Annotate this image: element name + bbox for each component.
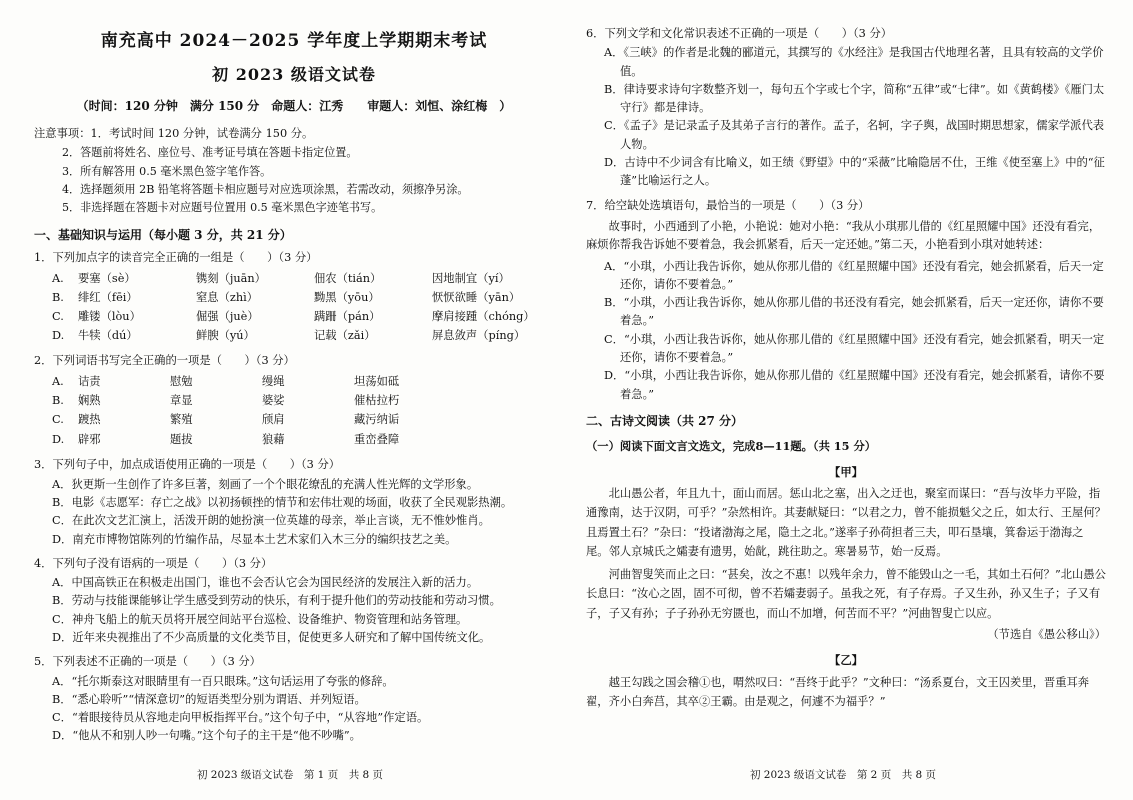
option-cell: 颀肩 — [262, 413, 285, 427]
option-item: D．“他从不和别人吵一句嘴。”这个句子的主干是“他不吵嘴”。 — [52, 729, 361, 743]
option-cell: 镌刻（juān） — [196, 271, 266, 285]
option-cell: 娴熟 — [78, 394, 101, 408]
option-label: A. — [52, 271, 64, 285]
option-item: C．“小琪，小西让我告诉你，她从你那儿借的《红星照耀中国》还没有看完，她会抓紧看，明天一定还你，请你不要着急。” — [604, 332, 1105, 365]
option-cell: 恹恹欲睡（yān） — [432, 290, 521, 304]
question-2-options — [34, 372, 554, 450]
exam-meta: （时间：120 分钟 满分 150 分 命题人：江秀 审题人：刘恒、涂红梅 ） — [76, 99, 512, 114]
option-item: A．狄更斯一生创作了许多巨著，刻画了一个个眼花缭乱的充满人性光辉的文学形象。 — [52, 477, 479, 491]
question-3-options — [34, 476, 554, 549]
page-footer-right: 初 2023 级语文试卷 第 2 页 共 8 页 — [749, 769, 937, 781]
page-subtitle: 初 2023 级语文试卷 — [212, 64, 376, 84]
left-column — [26, 22, 554, 790]
question-4-stem: 4．下列句子没有语病的一项是（ ）（3 分） — [34, 556, 273, 570]
notice-item: 3．所有解答用 0.5 毫米黑色签字笔作答。 — [62, 164, 272, 178]
option-row — [34, 307, 554, 326]
question-7-stem: 7．给空缺处选填语句，最恰当的一项是（ ）（3 分） — [586, 198, 870, 212]
option-label: D. — [52, 432, 65, 446]
option-row — [34, 326, 554, 345]
option-item: B．劳动与技能课能够让学生感受到劳动的快乐，有利于提升他们的劳动技能和劳动习惯。 — [52, 594, 501, 608]
option-cell: 牛犊（dú） — [78, 329, 138, 343]
option-item: D．南充市博物馆陈列的竹编作品，尽显本土艺术家们入木三分的编织技艺之美。 — [52, 532, 457, 546]
option-cell: 缦绳 — [262, 374, 285, 388]
option-cell: 繁殖 — [170, 413, 193, 427]
option-cell: 摩肩接踵（chóng） — [432, 309, 535, 323]
right-column — [580, 22, 1106, 790]
option-item: A．《三峡》的作者是北魏的郦道元，其撰写的《水经注》是我国古代地理名著，且具有较高的文学价值。 — [604, 46, 1104, 78]
section-heading-classical: 二、古诗文阅读（共 27 分） — [586, 413, 744, 428]
option-cell: 催枯拉朽 — [354, 394, 400, 408]
option-label: B. — [52, 394, 64, 408]
option-item: B．“小琪，小西让我告诉你，她从你那儿借的书还没有看完，她会抓紧看，后天一定还你，请你不要着急。” — [604, 296, 1104, 328]
option-item: A．“小琪，小西让我告诉你，她从你那儿借的《红星照耀中国》还没有看完，她会抓紧看，后天一定还你，请你不要着急。” — [604, 259, 1104, 291]
option-cell: 黝黑（yōu） — [314, 290, 380, 304]
option-cell: 婆娑 — [262, 394, 285, 408]
option-item: A．中国高铁正在积极走出国门，谁也不会否认它会为国民经济的发展注入新的活力。 — [52, 576, 479, 590]
question-2-stem: 2．下列词语书写完全正确的一项是（ ）（3 分） — [34, 354, 295, 368]
option-item: D．近年来央视推出了不少高质量的文化类节目，促使更多人研究和了解中国传统文化。 — [52, 631, 491, 644]
option-item: D．古诗中不少词含有比喻义，如王绩《野望》中的“采薇”比喻隐居不仕，王维《使至塞上》中的“征蓬”比喻运行之人。 — [604, 156, 1105, 188]
option-cell: 佃农（tián） — [314, 271, 382, 285]
option-cell: 绯红（fēi） — [78, 290, 138, 304]
option-row — [34, 269, 554, 288]
option-row — [34, 430, 554, 449]
question-5-options — [34, 673, 554, 746]
option-item: D．“小琪，小西让我告诉你，她从你那儿借的《红星照耀中国》还没有看完，她会抓紧看，请你不要着急。” — [604, 369, 1105, 401]
option-cell: 踱热 — [78, 413, 101, 427]
option-item: B．电影《志愿军：存亡之战》以初扬顿挫的情节和宏伟壮观的场面，收获了全民观影热潮。 — [52, 495, 513, 509]
option-cell: 要塞（sè） — [78, 271, 136, 285]
passage-jia-paragraph: 河曲智叟笑而止之曰：“甚矣，汝之不惠！以残年余力，曾不能毁山之一毛，其如土石何？”北山愚公长息曰：“汝心之固，固不可彻，曾不若孀妻弱子。虽我之死，有子存焉。子又生孙，孙又生子；子又有子，子又有孙；子子孙孙无穷匮也，而山不加增，何苦而不平？”河曲智叟亡以应。 — [586, 567, 1106, 620]
option-label: A. — [52, 374, 64, 388]
option-cell: 窒息（zhì） — [196, 290, 259, 304]
option-item: C．神舟飞船上的航天员将开展空间站平台巡检、设备维护、物资管理和站务管理。 — [52, 612, 468, 626]
option-label: B. — [52, 290, 64, 304]
question-6-stem: 6．下列文学和文化常识表述不正确的一项是（ ）（3 分） — [586, 27, 893, 40]
passage-jia-source: （节选自《愚公移山》） — [987, 627, 1106, 641]
option-row — [34, 391, 554, 410]
option-row — [34, 410, 554, 429]
option-item: B．“悉心聆听”“情深意切”的短语类型分别为谓语、并列短语。 — [52, 692, 366, 706]
option-cell: 章显 — [170, 394, 193, 408]
option-cell: 狼藉 — [262, 432, 285, 446]
option-item: A．“托尔斯泰这对眼睛里有一百只眼珠。”这句话运用了夸张的修辞。 — [52, 674, 394, 688]
option-item: C．在此次文艺汇演上，活泼开朗的她扮演一位英雄的母亲，举止言谈，无不惟妙惟肖。 — [52, 514, 490, 528]
option-item: B．律诗要求诗句字数整齐划一，每句五个字或七个字，简称“五律”或“七律”。如《黄鹤楼》《雁门太守行》都是律诗。 — [604, 82, 1105, 115]
question-1-options — [34, 269, 554, 346]
option-label: D. — [52, 329, 65, 343]
notice-item: 2．答题前将姓名、座位号、准考证号填在答题卡指定位置。 — [62, 146, 358, 160]
question-7-passage: 故事时，小西通到了小艳，小艳说：她对小艳：“我从小琪那儿借的《红星照耀中国》还没有看完，麻烦你帮我告诉她不要着急，我会抓紧看，后天一定还她。”第二天，小艳看到小琪对她转述： — [586, 219, 1101, 252]
option-label: C. — [52, 413, 64, 427]
notice-item: 4．选择题须用 2B 铅笔将答题卡相应题号对应选项涂黑，若需改动，须擦净另涂。 — [62, 182, 469, 196]
option-cell: 记载（zǎi） — [314, 329, 376, 343]
question-3-stem: 3．下列句子中，加点成语使用正确的一项是（ ）（3 分） — [34, 458, 341, 472]
option-cell: 雕镂（lòu） — [78, 309, 141, 323]
page-footer-left: 初 2023 级语文试卷 第 1 页 共 8 页 — [196, 769, 384, 781]
notice-item: 5．非选择题在答题卡对应题号位置用 0.5 毫米黑色字迹笔书写。 — [62, 201, 383, 215]
option-cell: 辟邪 — [78, 432, 101, 446]
question-6-options — [586, 44, 1106, 190]
option-cell: 诘责 — [78, 374, 101, 388]
option-cell: 藏污纳诟 — [354, 413, 400, 427]
question-5-stem: 5．下列表述不正确的一项是（ ）（3 分） — [34, 655, 261, 669]
question-7-options — [586, 258, 1106, 404]
option-item: C．“着眼接待员从容地走向甲板指挥平台。”这个句子中，“从容地”作定语。 — [52, 711, 429, 725]
question-4-options — [34, 574, 554, 647]
reading-part-one-heading: （一）阅读下面文言文选文，完成8—11题。（共 15 分） — [586, 439, 877, 454]
passage-yi-label: 【乙】 — [829, 653, 863, 668]
option-cell: 倔强（juè） — [196, 309, 259, 323]
option-row — [34, 372, 554, 391]
option-cell: 题拔 — [170, 432, 193, 446]
section-heading-basics: 一、基础知识与运用（每小题 3 分，共 21 分） — [34, 227, 292, 242]
option-item: C．《孟子》是记录孟子及其弟子言行的著作。孟子，名轲，字子舆，战国时期思想家，儒家学派代表人物。 — [604, 119, 1105, 151]
option-cell: 屏息敛声（píng） — [432, 329, 526, 343]
notice-list — [34, 144, 554, 218]
question-1-stem: 1．下列加点字的读音完全正确的一组是（ ）（3 分） — [34, 251, 318, 265]
option-label: C. — [52, 309, 64, 323]
option-cell: 坦荡如砥 — [354, 374, 400, 388]
option-cell: 蹒跚（pán） — [314, 309, 381, 323]
option-row — [34, 288, 554, 307]
passage-jia-paragraph: 北山愚公者，年且九十，面山而居。惩山北之塞，出入之迂也，聚室而谋曰：“吾与汝毕力平险，指通豫南，达于汉阴，可乎？”杂然相许。其妻献疑曰：“以君之力，曾不能损魁父之丘，如太行、王屋何？且焉置土石？”杂曰：“投诸渤海之尾，隐土之北。”遂率子孙荷担者三夫，叩石垦壤，箕畚运于渤海之尾。邻人京城氏之孀妻有遗男，始龀，跳往助之。寒暑易节，始一反焉。 — [586, 486, 1106, 559]
page-title: 南充高中 2024－2025 学年度上学期期末考试 — [100, 31, 488, 51]
option-cell: 慰勉 — [170, 374, 193, 388]
notice-title: 注意事项：1．考试时间 120 分钟，试卷满分 150 分。 — [34, 126, 314, 140]
option-cell: 鲜腴（yú） — [196, 329, 255, 343]
passage-jia-label: 【甲】 — [829, 464, 863, 479]
option-cell: 因地制宜（yí） — [432, 271, 510, 285]
passage-yi-paragraph: 越王勾践之国会稽①也，喟然叹曰：“吾终于此乎？”文种曰：“汤系夏台，文王囚羑里，晋重耳奔翟，齐小白奔莒，其卒②王霸。由是观之，何遽不为福乎？” — [586, 675, 1090, 708]
option-cell: 重峦叠障 — [354, 432, 400, 446]
